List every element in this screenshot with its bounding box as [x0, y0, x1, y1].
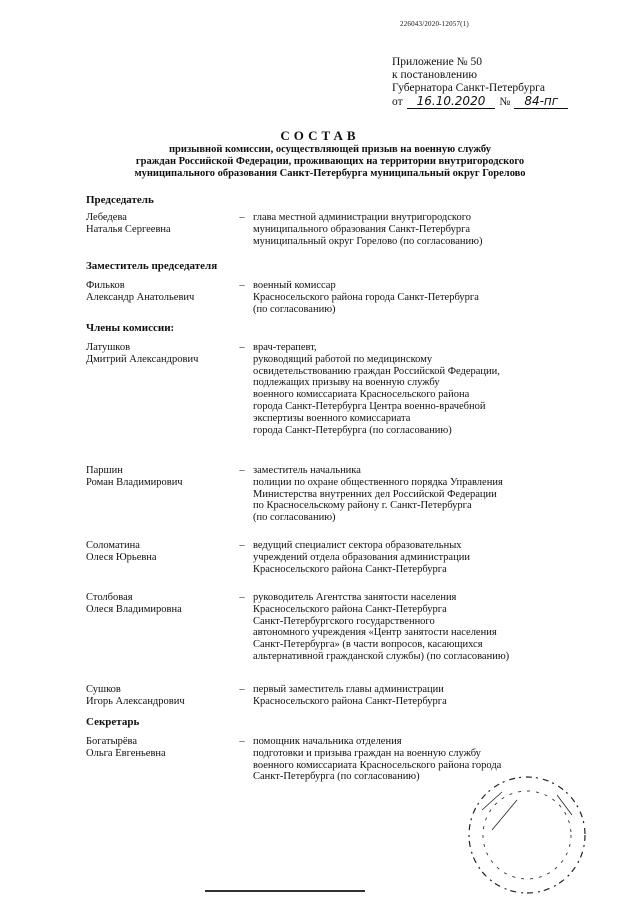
surname: Латушков	[86, 342, 131, 353]
member-name	[86, 736, 231, 783]
role-line: ведущий специалист сектора образовательных	[253, 540, 462, 551]
role-line: экспертизы военного комиссариата	[253, 412, 411, 424]
subtitle-line: муниципального образования Санкт-Петербурга муниципальный округ Горелово	[134, 168, 526, 179]
surname: Паршин	[86, 465, 123, 476]
section-secretary: Секретарь	[86, 716, 140, 728]
entry-member	[86, 342, 586, 436]
member-role	[253, 212, 583, 247]
role-line: города Санкт-Петербурга Центра военно-врачебной	[253, 400, 486, 412]
appendix-title: Приложение № 50	[392, 56, 482, 68]
appendix-date-line	[392, 95, 568, 109]
entry-member	[86, 684, 586, 708]
subtitle-line: граждан Российской Федерации, проживающих на территории внутригородского	[135, 156, 525, 167]
member-name	[86, 540, 231, 575]
decree-date: 16.10.2020	[407, 95, 496, 109]
section-deputy: Заместитель председателя	[86, 260, 218, 272]
role-line: Красносельского района города Санкт-Петербурга	[253, 291, 479, 303]
role-line: по Красносельскому району г. Санкт-Петербурга	[253, 500, 472, 512]
dash: –	[239, 280, 245, 291]
section-members: Члены комиссии:	[86, 322, 175, 334]
dash: –	[239, 342, 245, 353]
role-line: автономного учреждения «Центр занятости населения	[253, 627, 497, 639]
role-line: Санкт-Петербурга» (в части вопросов, касающихся	[253, 639, 483, 651]
entry-chair	[86, 212, 586, 247]
role-line: Красносельского района Санкт-Петербурга	[253, 603, 447, 615]
role-line: муниципальный округ Горелово (по согласованию)	[253, 235, 483, 247]
role-line: военный комиссар	[253, 280, 336, 291]
dash: –	[239, 212, 245, 223]
given-name: Роман Владимирович	[86, 476, 183, 488]
entry-member	[86, 592, 586, 663]
dash: –	[239, 465, 245, 476]
given-name: Игорь Александрович	[86, 695, 185, 707]
role-line: освидетельствованию граждан Российской Федерации,	[253, 365, 500, 377]
entry-member	[86, 540, 586, 575]
official-stamp-icon	[462, 770, 592, 900]
entry-deputy	[86, 280, 586, 315]
role-line: полиции по охране общественного порядка Управления	[253, 476, 503, 488]
role-line: военного комиссариата Красносельского района	[253, 389, 470, 401]
role-line: врач-терапевт,	[253, 342, 317, 353]
role-line: глава местной администрации внутригородского	[253, 212, 472, 223]
given-name: Олеся Владимировна	[86, 603, 182, 615]
section-chair: Председатель	[86, 194, 154, 206]
member-role	[253, 592, 583, 663]
role-line: руководящий работой по медицинскому	[253, 353, 433, 365]
role-line: заместитель начальника	[253, 465, 361, 476]
number-sign: №	[499, 96, 511, 108]
given-name: Наталья Сергеевна	[86, 223, 171, 235]
page-title: СОСТАВ	[280, 128, 360, 143]
document-id: 226043/2020-12057(1)	[400, 20, 469, 28]
member-name	[86, 280, 231, 315]
dash: –	[239, 540, 245, 551]
role-line: учреждений отдела образования администрации	[253, 551, 470, 563]
surname: Лебедева	[86, 212, 127, 223]
member-name	[86, 342, 231, 436]
subtitle-line: призывной комиссии, осуществляющей призыв на военную службу	[169, 144, 491, 155]
given-name: Олеся Юрьевна	[86, 551, 157, 563]
member-role	[253, 280, 583, 315]
member-role	[253, 684, 583, 708]
member-name	[86, 592, 231, 663]
role-line: Красносельского района Санкт-Петербурга	[253, 563, 447, 575]
member-name	[86, 212, 231, 247]
surname: Богатырёва	[86, 736, 138, 747]
dash: –	[239, 684, 245, 695]
entry-member	[86, 465, 586, 524]
page-subtitle	[70, 144, 590, 180]
role-line: (по согласованию)	[253, 512, 336, 524]
decree-number: 84-пг	[514, 95, 568, 109]
surname: Фильков	[86, 280, 125, 291]
given-name: Дмитрий Александрович	[86, 353, 199, 365]
role-line: военного комиссариата Красносельского района города	[253, 759, 502, 771]
surname: Столбовая	[86, 592, 133, 603]
dash: –	[239, 736, 245, 747]
appendix-ref: к постановлению	[392, 69, 477, 81]
surname: Сушков	[86, 684, 121, 695]
role-line: руководитель Агентства занятости населения	[253, 592, 457, 603]
given-name: Ольга Евгеньевна	[86, 747, 166, 759]
given-name: Александр Анатольевич	[86, 291, 195, 303]
member-role	[253, 465, 583, 524]
member-role	[253, 342, 583, 436]
surname: Соломатина	[86, 540, 140, 551]
role-line: первый заместитель главы администрации	[253, 684, 444, 695]
role-line: Санкт-Петербурга (по согласованию)	[253, 771, 420, 783]
appendix-block	[392, 56, 568, 109]
role-line: альтернативной гражданской службы) (по согласованию)	[253, 650, 510, 662]
member-name	[86, 465, 231, 524]
role-line: Санкт-Петербургского государственного	[253, 615, 435, 627]
role-line: подлежащих призыву на военную службу	[253, 377, 440, 389]
role-line: Министерства внутренних дел Российской Федерации	[253, 488, 497, 500]
role-line: подготовки и призыва граждан на военную службу	[253, 747, 481, 759]
dash: –	[239, 592, 245, 603]
role-line: города Санкт-Петербурга (по согласованию)	[253, 424, 452, 436]
member-name	[86, 684, 231, 708]
member-role	[253, 540, 583, 575]
appendix-issuer: Губернатора Санкт-Петербурга	[392, 82, 545, 94]
date-prefix: от	[392, 96, 403, 108]
scan-artifact	[205, 890, 365, 895]
role-line: муниципального образования Санкт-Петербурга	[253, 223, 471, 235]
role-line: Красносельского района Санкт-Петербурга	[253, 695, 447, 707]
role-line: помощник начальника отделения	[253, 736, 402, 747]
role-line: (по согласованию)	[253, 303, 336, 315]
